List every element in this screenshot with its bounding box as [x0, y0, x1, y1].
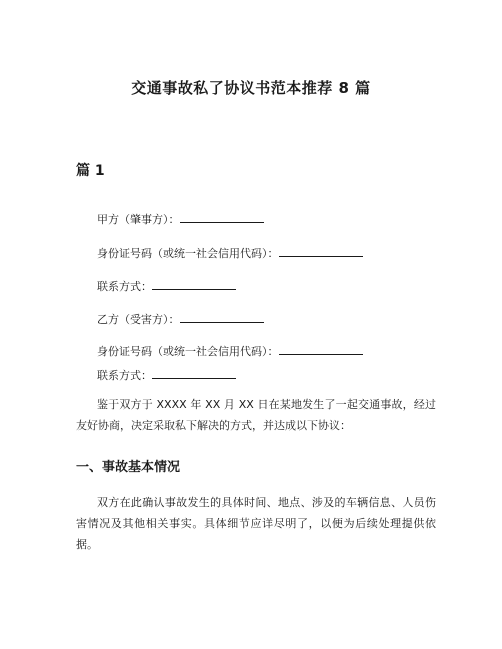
party-b-field: [97, 311, 264, 327]
document-title: 交通事故私了协议书范本推荐 8 篇: [131, 79, 371, 97]
party-a-contact-label: 联系方式：: [97, 280, 152, 293]
subheading-accident-basics: 一、事故基本情况: [76, 460, 181, 475]
body-paragraph: 双方在此确认事故发生的具体时间、地点、涉及的车辆信息、人员伤害情况及其他相关事实。具体细节应详尽明了，以便为后续处理提供依据。: [76, 496, 436, 551]
party-a-contact-blank: [152, 278, 236, 290]
party-a-id-field: [97, 245, 363, 261]
party-a-field: [97, 211, 264, 227]
party-b-id-field: [97, 343, 363, 359]
party-b-contact-label: 联系方式：: [97, 369, 152, 382]
party-a-id-blank: [279, 245, 363, 257]
party-b-label: 乙方（受害方）：: [97, 313, 180, 326]
party-b-contact-field: [97, 367, 236, 383]
section-heading: 篇 1: [76, 163, 105, 179]
party-b-contact-blank: [152, 367, 236, 379]
party-b-blank: [180, 311, 264, 323]
party-a-id-label: 身份证号码（或统一社会信用代码）：: [97, 247, 279, 260]
intro-paragraph: 鉴于双方于 XXXX 年 XX 月 XX 日在某地发生了一起交通事故，经过友好协商，决定采取私下解决的方式，并达成以下协议：: [76, 398, 436, 432]
party-a-blank: [180, 211, 264, 223]
party-b-id-blank: [279, 343, 363, 355]
party-a-label: 甲方（肇事方）：: [97, 213, 180, 226]
party-b-id-label: 身份证号码（或统一社会信用代码）：: [97, 345, 279, 358]
party-a-contact-field: [97, 278, 236, 294]
